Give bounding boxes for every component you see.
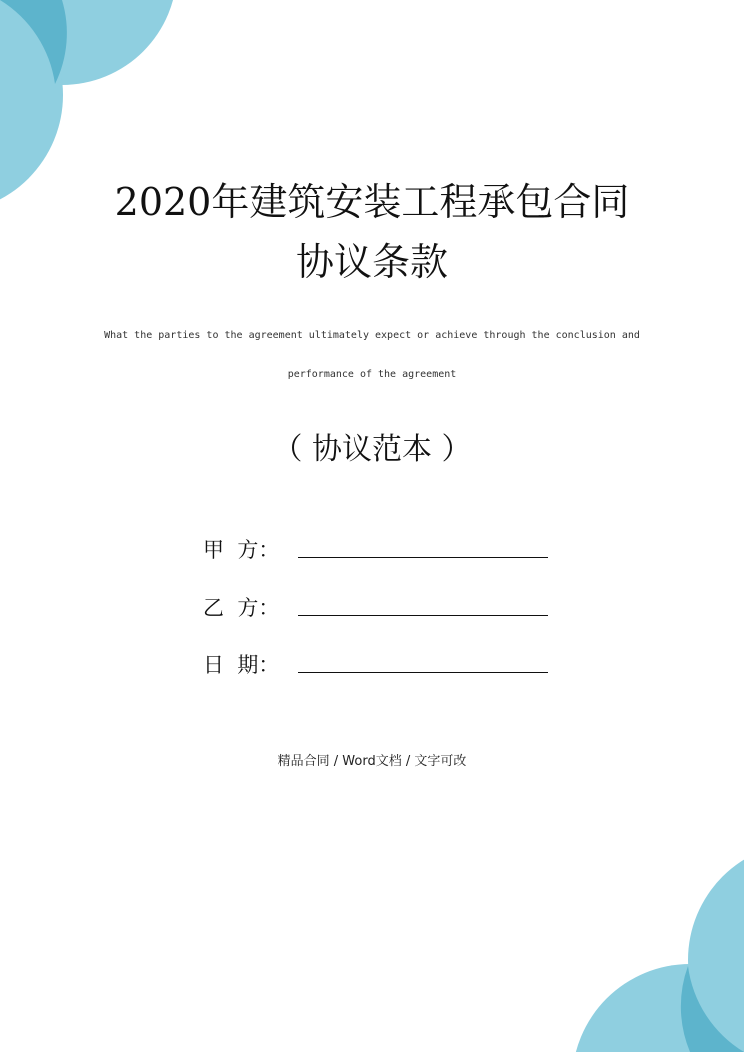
footer-note: 精品合同 / Word文档 / 文字可改	[277, 754, 467, 769]
party-a-label: 甲 方：	[203, 538, 280, 562]
sample-label: （ 协议范本 ）	[272, 432, 472, 467]
english-subtitle-line-2: performance of the agreement	[287, 369, 457, 380]
party-b-field	[203, 590, 548, 622]
english-subtitle-line-1: What the parties to the agreement ultimately expect or achieve through the conclusion and	[104, 330, 640, 341]
date-label: 日 期：	[203, 653, 280, 677]
party-a-field	[203, 532, 548, 564]
document-title-line-2: 协议条款	[295, 240, 448, 284]
party-a-blank-line	[298, 557, 548, 558]
date-field	[203, 647, 548, 679]
document-title-line-1: 2020年建筑安装工程承包合同	[114, 180, 630, 224]
party-b-label: 乙 方：	[203, 596, 280, 620]
date-blank-line	[298, 672, 548, 673]
party-b-blank-line	[298, 615, 548, 616]
